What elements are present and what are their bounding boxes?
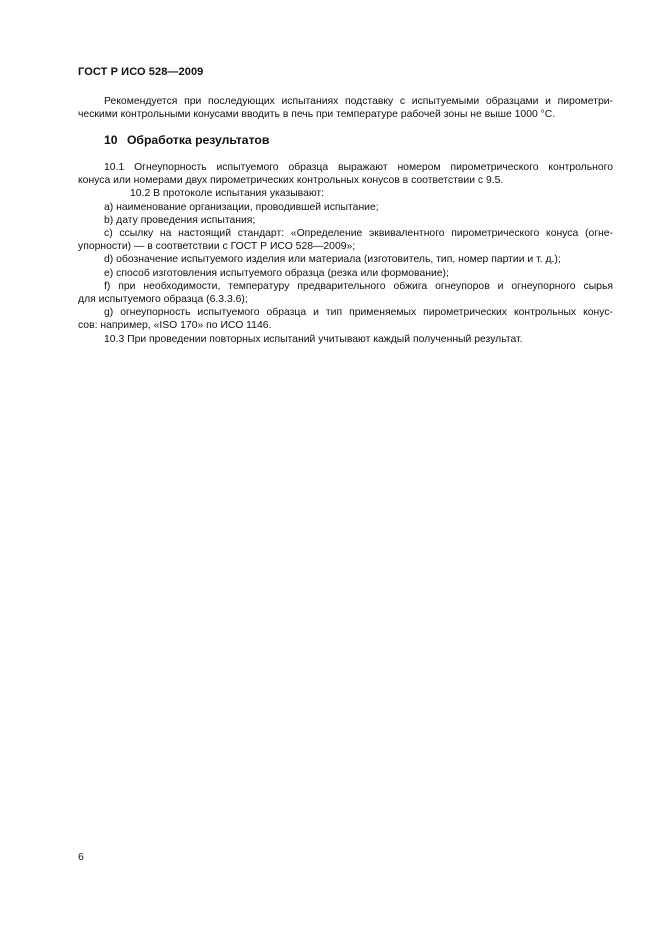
intro-paragraph: [78, 95, 613, 121]
list-item-g-line-2: сов: например, «ISO 170» по ИСО 1146.: [78, 320, 272, 332]
list-item-f-line-2: для испытуемого образца (6.3.3.6);: [78, 294, 248, 306]
clause-10-1-line-2: конуса или номерами двух пирометрических контрольных конусов в соответствии с 9.5.: [78, 175, 504, 187]
list-item-c-line-2: упорности) — в соответствии с ГОСТ Р ИСО 528—2009»;: [78, 241, 356, 253]
list-item-b: b) дату проведения испытания;: [104, 214, 256, 226]
clause-10-1-line-1: 10.1 Огнеупорность испытуемого образца выражают номером пирометрического контрольного: [104, 162, 613, 173]
list-item-f-line-1: f) при необходимости, температуру предварительного обжига огнеупоров и огнеупорного сырья: [104, 280, 613, 292]
list-item-d: d) обозначение испытуемого изделия или материала (изготовитель, тип, номер партии и т. д.);: [104, 254, 561, 266]
intro-line-2: ческими контрольными конусами вводить в печь при температуре рабочей зоны не выше 1000 °С.: [78, 109, 556, 121]
section-body: [78, 161, 613, 346]
page-number: 6: [78, 852, 84, 863]
document-code-header: ГОСТ Р ИСО 528—2009: [78, 66, 204, 78]
section-heading: [104, 133, 269, 147]
list-item-a: a) наименование организации, проводившей испытание;: [104, 201, 379, 213]
intro-line-1: Рекомендуется при последующих испытаниях подставку с испытуемыми образцами и пирометри-: [104, 96, 613, 107]
clause-10-3: 10.3 При проведении повторных испытаний учитывают каждый полученный результат.: [104, 333, 523, 345]
clause-10-2: 10.2 В протоколе испытания указывают:: [130, 188, 325, 200]
section-number: 10: [104, 133, 118, 147]
list-item-e: e) способ изготовления испытуемого образца (резка или формование);: [104, 267, 449, 279]
section-title-text: Обработка результатов: [126, 133, 270, 147]
list-item-g-line-1: g) огнеупорность испытуемого образца и тип применяемых пирометрических контрольных конус-: [104, 307, 613, 319]
list-item-c-line-1: c) ссылку на настоящий стандарт: «Определение эквивалентного пирометрического конуса (огне-: [104, 228, 613, 240]
